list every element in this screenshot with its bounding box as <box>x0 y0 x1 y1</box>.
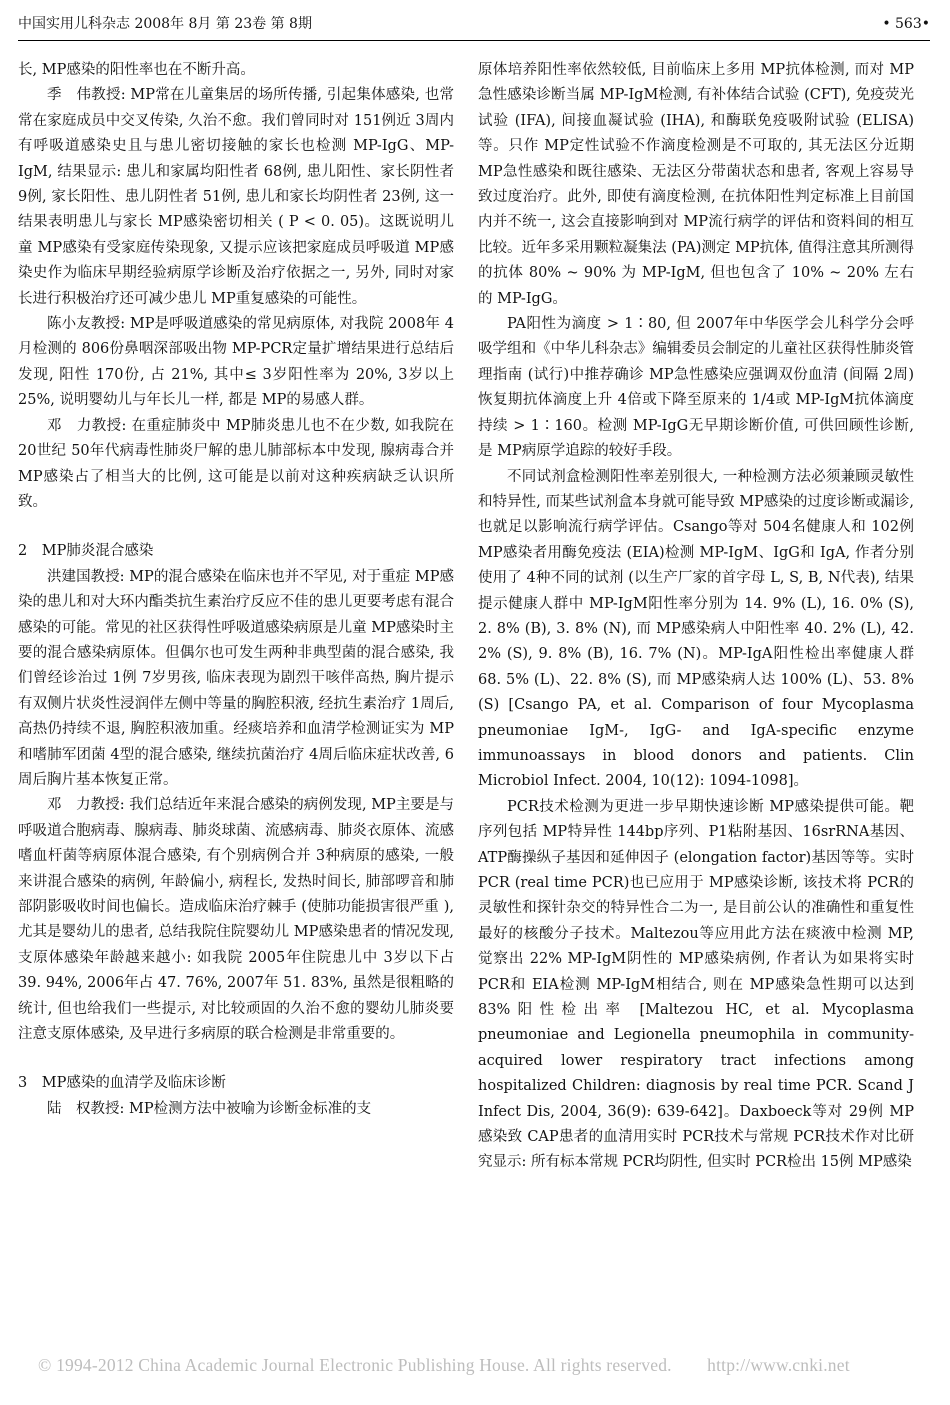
section-heading: 3 MP感染的血清学及临床诊断 <box>18 1075 226 1092</box>
section-gap <box>18 515 454 539</box>
running-header <box>18 10 930 38</box>
page-number: • 563• <box>882 16 930 32</box>
copyright-watermark: © 1994-2012 China Academic Journal Electronic Publishing House. All rights reserved. http://www.cnki.net <box>38 1355 850 1375</box>
right-column <box>478 58 914 1176</box>
paragraph: 邓 力教授: 我们总结近年来混合感染的病例发现, MP主要是与呼吸道合胞病毒、腺病毒、肺炎球菌、流感病毒、肺炎衣原体、流感嗜血杆菌等病原体混合感染, 有个别病例合并 3种病原的感染, 一般来讲混合感染的病例, 年龄偏小, 病程长, 发热时间长, 肺部啰音和肺部阴影吸收时间也偏长。造成临床治疗棘手 (使肺功能损害很严重 ), 尤其是婴幼儿的患者, 总结我院住院婴幼儿 MP感染患者的情况发现, 支原体感染年龄越来越小: 如我院 2005年住院患儿中 3岁以下占 39. 94%, 2006年占 47. 76%, 2007年 51. 83%, 虽然是很粗略的统计, 但也给我们一些提示, 对比较顽固的久治不愈的婴幼儿肺炎要注意支原体感染, 及早进行多病原的联合检测是非常重要的。 <box>18 797 454 1043</box>
paragraph: PCR技术检测为更进一步早期快速诊断 MP感染提供可能。靶序列包括 MP特异性 144bp序列、P1粘附基因、16srRNA基因、ATP酶操纵子基因和延伸因子 (elongation factor)基因等等。实时 PCR (real time PCR)也已应用于 MP感染诊断, 该技术将 PCR的灵敏性和探针杂交的特异性合二为一, 是目前公认的准确性和重复性最好的核酸分子技术。Maltezou等应用此方法在痰液中检测 MP, 觉察出 22% MP-IgM阴性的 MP感染病例, 作者认为如果将实时 PCR和 EIA检测 MP-IgM相结合, 则在 MP感染急性期可以达到 83%阳性检出率 [Maltezou HC, et al. Mycoplasma pneumoniae and Legionella pneumophila in community-acquired lower respiratory tract infections among hospitalized Children: diagnosis by real time PCR. Scand J Infect Dis, 2004, 36(9): 639-642]。Daxboeck等对 29例 MP感染致 CAP患者的血清用实时 PCR技术与常规 PCR技术作对比研究显示: 所有标本常规 PCR均阴性, 但实时 PCR检出 15例 MP感染 <box>478 798 914 1171</box>
section-heading: 2 MP肺炎混合感染 <box>18 543 154 560</box>
section-gap <box>18 1047 454 1071</box>
paragraph: 季 伟教授: MP常在儿童集居的场所传播, 引起集体感染, 也常常在家庭成员中交叉传染, 久治不愈。我们曾同时对 151例近 3周内有呼吸道感染史且与患儿密切接触的家长也检测 MP-IgG、MP-IgM, 结果显示: 患儿和家属均阳性者 68例, 患儿阳性、家长阴性者 9例, 家长阳性、患儿阴性者 51例, 患儿和家长均阴性者 23例, 这一结果表明患儿与家长 MP感染密切相关 ( P < 0. 05)。这既说明儿童 MP感染有受家庭传染现象, 又提示应该把家庭成员呼吸道 MP感染史作为临床早期经验病原学诊断及治疗依据之一, 另外, 同时对家长进行积极治疗还可减少患儿 MP重复感染的可能性。 <box>18 87 454 307</box>
paragraph: 原体培养阳性率依然较低, 目前临床上多用 MP抗体检测, 而对 MP急性感染诊断当属 MP-IgM检测, 有补体结合试验 (CFT), 免疫荧光试验 (IFA), 间接血凝试验 (IHA), 和酶联免疫吸附试验 (ELISA)等。只作 MP定性试验不作滴度检测是不可取的, 其无法区分近期 MP急性感染和既往感染、无法区分带菌状态和患者, 客观上容易导致过度治疗。此外, 即使有滴度检测, 在抗体阳性判定标准上目前国内并不统一, 这会直接影响到对 MP流行病学的评估和资料间的相互比较。近年多采用颗粒凝集法 (PA)测定 MP抗体, 值得注意其所测得的抗体 80% ~ 90% 为 MP-IgM, 但也包含了 10% ~ 20% 左右的 MP-IgG。 <box>478 62 914 307</box>
paragraph: PA阳性为滴度 > 1∶80, 但 2007年中华医学会儿科学分会呼吸学组和《中华儿科杂志》编辑委员会制定的儿童社区获得性肺炎管理指南 (试行)中推荐确诊 MP急性感染应强调双份血清 (间隔 2周)恢复期抗体滴度上升 4倍或下降至原来的 1/4或 MP-IgM抗体滴度持续 > 1∶160。检测 MP-IgG无早期诊断价值, 可供回顾性诊断, 是 MP病原学追踪的较好手段。 <box>478 316 914 460</box>
paragraph: 邓 力教授: 在重症肺炎中 MP肺炎患儿也不在少数, 如我院在 20世纪 50年代病毒性肺炎尸解的患儿肺部标本中发现, 腺病毒合并 MP感染占了相当大的比例, 这可能是以前对这种疾病缺乏认识所致。 <box>18 417 454 510</box>
paragraph: 陈小友教授: MP是呼吸道感染的常见病原体, 对我院 2008年 4月检测的 806份鼻咽深部吸出物 MP-PCR定量扩增结果进行总结后发现, 阳性 170份, 占 21%, 其中≤ 3岁阳性率为 20%, 3岁以上 25%, 说明婴幼儿与年长儿一样, 都是 MP的易感人群。 <box>18 316 454 409</box>
journal-info: 中国实用儿科杂志 2008年 8月 第 23卷 第 8期 <box>18 16 312 32</box>
paragraph: 陆 权教授: MP检测方法中被喻为诊断金标准的支 <box>47 1100 372 1117</box>
paragraph: 洪建国教授: MP的混合感染在临床也并不罕见, 对于重症 MP感染的患儿和对大环内酯类抗生素治疗反应不佳的患儿更要考虑有混合感染的可能。常见的社区获得性呼吸道感染病原是儿童 MP感染时主要的混合感染病原体。但偶尔也可发生两种非典型菌的混合感染, 我们曾经诊治过 1例 7岁男孩, 临床表现为剧烈干咳伴高热, 胸片提示有双侧片状炎性浸润伴左侧中等量的胸腔积液, 经抗生素治疗 1周后, 高热仍持续不退, 胸腔积液加重。经痰培养和血清学检测证实为 MP和嗜肺军团菌 4型的混合感染, 继续抗菌治疗 4周后临床症状改善, 6周后胸片基本恢复正常。 <box>18 568 454 788</box>
left-column <box>18 58 454 1122</box>
paragraph: 不同试剂盒检测阳性率差别很大, 一种检测方法必须兼顾灵敏性和特异性, 而某些试剂盒本身就可能导致 MP感染的过度诊断或漏诊, 也就足以影响流行病学评估。Csango等对 504名健康人和 102例 MP感染者用酶免疫法 (EIA)检测 MP-IgM、IgG和 IgA, 作者分别使用了 4种不同的试剂 (以生产厂家的首字母 L, S, B, N代表), 结果提示健康人群中 MP-IgM阳性率分别为 14. 9% (L), 16. 0% (S), 2. 8% (B), 3. 8% (N), 而 MP感染病人中阳性率 40. 2% (L), 42. 2% (S), 9. 8% (B), 16. 7% (N)。MP-IgA阳性检出率健康人群 68. 5% (L)、22. 8% (S), 而 MP感染病人达 100% (L)、53. 8% (S) [Csango PA, et al. Comparison of four Mycoplasma pneumoniae IgM-, IgG- and IgA-specific enzyme immunoassays in blood donors and patients. Clin Microbiol Infect. 2004, 10(12): 1094-1098]。 <box>478 468 914 790</box>
paragraph: 长, MP感染的阳性率也在不断升高。 <box>18 62 255 78</box>
header-rule <box>18 40 930 41</box>
